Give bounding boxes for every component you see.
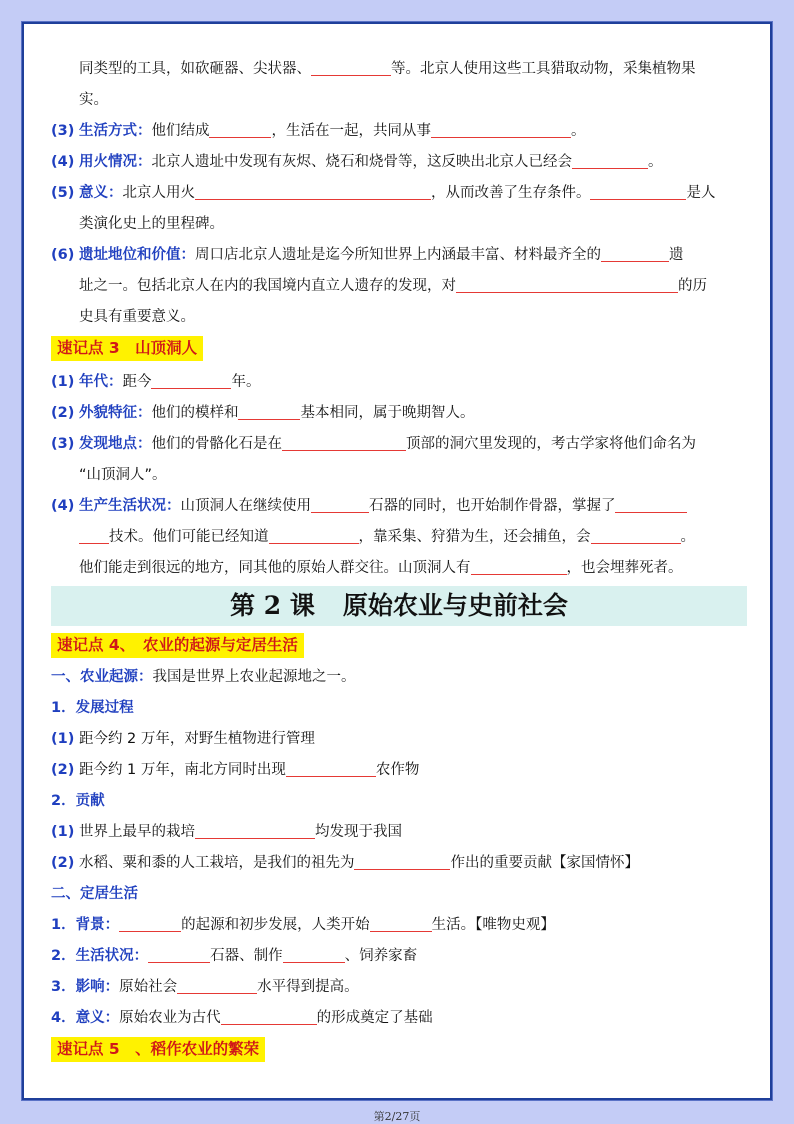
text: 北京人遗址中发现有灰烬、烧石和烧骨等，这反映出北京人已经会 [151, 154, 572, 170]
subheading [51, 693, 747, 724]
text: 作出的重要贡献【家国情怀】 [450, 855, 639, 871]
text: 等。北京人使用这些工具猎取动物，采集植物果 [391, 61, 696, 77]
item-label: 1．背景： [51, 917, 120, 933]
text: ，也会埋葬死者。 [566, 560, 683, 576]
text-line [51, 54, 747, 85]
text: 的起源和初步发展，人类开始 [181, 917, 370, 933]
list-item [51, 755, 747, 786]
tag-row [51, 630, 747, 662]
item-number: (4) [51, 154, 75, 170]
item-label: 发现地点： [78, 436, 152, 452]
text: 遗 [668, 247, 684, 263]
item-label: 3．影响： [51, 979, 120, 995]
page-number: 第2/27页 [373, 1110, 421, 1123]
fill-blank[interactable] [195, 822, 315, 839]
fill-blank[interactable] [209, 121, 271, 138]
fill-blank[interactable] [311, 59, 391, 76]
text-line [51, 85, 747, 116]
lesson-number: 第 2 课 [230, 591, 315, 620]
fill-blank[interactable] [590, 183, 686, 200]
fill-blank[interactable] [283, 946, 345, 963]
text-line [51, 522, 747, 553]
text: 距今约 2 万年，对野生植物进行管理 [78, 731, 315, 747]
text-line [51, 553, 747, 584]
fill-blank[interactable] [177, 977, 257, 994]
item-significance [51, 178, 747, 209]
heading-agri-origin [51, 662, 747, 693]
text: 北京人用火 [122, 185, 195, 201]
text: 农作物 [375, 762, 420, 778]
text: 是人 [686, 185, 716, 201]
text: 石器、制作 [210, 948, 283, 964]
fill-blank[interactable] [615, 496, 687, 513]
text: 顶部的洞穴里发现的，考古学家将他们命名为 [405, 436, 696, 452]
fill-blank[interactable] [311, 496, 369, 513]
text: 原始社会 [119, 979, 178, 995]
text: 类演化史上的里程碑。 [79, 216, 224, 232]
item-fire-use [51, 147, 747, 178]
fill-blank[interactable] [354, 853, 450, 870]
text: 。 [647, 154, 663, 170]
section-tag: 速记点 3 山顶洞人 [51, 336, 203, 361]
text: ，靠采集、狩猎为生，还会捕鱼，会 [358, 529, 591, 545]
text: 年。 [231, 374, 261, 390]
fill-blank[interactable] [572, 152, 648, 169]
lesson-name: 原始农业与史前社会 [342, 591, 568, 620]
item-living-style [51, 116, 747, 147]
fill-blank[interactable] [221, 1008, 317, 1025]
text: 他们能走到很远的地方，同其他的原始人群交往。山顶洞人有 [79, 560, 471, 576]
heading-label: 一、农业起源： [51, 669, 153, 685]
text: 基本相同，属于晚期智人。 [300, 405, 475, 421]
item-number: (1) [51, 731, 75, 747]
item-label: 年代： [78, 374, 123, 390]
fill-blank[interactable] [79, 527, 109, 544]
fill-blank[interactable] [148, 946, 210, 963]
text: 址之一。包括北京人在内的我国境内直立人遗存的发现，对 [79, 278, 456, 294]
tag-row [51, 1034, 747, 1066]
text: 他们的模样和 [151, 405, 239, 421]
heading-label: 二、定居生活 [51, 886, 138, 902]
item-label: 外貌特征： [78, 405, 152, 421]
text: 山顶洞人在继续使用 [180, 498, 311, 514]
text: 他们结成 [151, 123, 210, 139]
document-page [22, 22, 772, 1123]
item-label: 意义： [78, 185, 123, 201]
text-line [51, 271, 747, 302]
fill-blank[interactable] [282, 434, 406, 451]
text: 。 [680, 529, 695, 545]
heading-settled-life [51, 879, 747, 910]
text: 生活。【唯物史观】 [431, 917, 555, 933]
fill-blank[interactable] [238, 403, 300, 420]
item-number: (6) [51, 247, 75, 263]
item-label: 4．意义： [51, 1010, 120, 1026]
fill-blank[interactable] [119, 915, 181, 932]
item-label: 2．生活状况： [51, 948, 149, 964]
text: 史具有重要意义。 [79, 309, 195, 325]
text: 均发现于我国 [314, 824, 402, 840]
item-location [51, 429, 747, 460]
item-age [51, 367, 747, 398]
subheading [51, 786, 747, 817]
item-production-life [51, 491, 747, 522]
fill-blank[interactable] [591, 527, 681, 544]
text: 原始农业为古代 [119, 1010, 221, 1026]
fill-blank[interactable] [269, 527, 359, 544]
item-number: (2) [51, 855, 75, 871]
item-appearance [51, 398, 747, 429]
text: 世界上最早的栽培 [78, 824, 195, 840]
item-number: (5) [51, 185, 75, 201]
item-label: 生活方式： [78, 123, 152, 139]
fill-blank[interactable] [601, 245, 669, 262]
text: 距今约 1 万年，南北方同时出现 [78, 762, 286, 778]
item-number: (4) [51, 498, 75, 514]
lesson-title [51, 586, 747, 626]
list-item [51, 941, 747, 972]
item-label: 遗址地位和价值： [78, 247, 195, 263]
fill-blank[interactable] [431, 121, 571, 138]
document-content [51, 54, 747, 1066]
text-line [51, 302, 747, 333]
subheading-label: 2．贡献 [51, 793, 105, 809]
text: 。 [570, 123, 586, 139]
list-item [51, 817, 747, 848]
text: “山顶洞人”。 [79, 467, 167, 483]
item-number: (2) [51, 405, 75, 421]
text: 水稻、粟和黍的人工栽培，是我们的祖先为 [78, 855, 355, 871]
fill-blank[interactable] [471, 558, 567, 575]
fill-blank[interactable] [286, 760, 376, 777]
text: 我国是世界上农业起源地之一。 [152, 669, 356, 685]
text: 水平得到提高。 [257, 979, 359, 995]
fill-blank[interactable] [151, 372, 231, 389]
list-item [51, 1003, 747, 1034]
text: 的历 [678, 278, 707, 294]
section-tag: 速记点 4、 农业的起源与定居生活 [51, 633, 304, 658]
item-number: (2) [51, 762, 75, 778]
list-item [51, 724, 747, 755]
fill-blank[interactable] [370, 915, 432, 932]
text: 、饲养家畜 [344, 948, 418, 964]
fill-blank[interactable] [195, 183, 431, 200]
item-label: 生产生活状况： [78, 498, 181, 514]
list-item [51, 910, 747, 941]
text: 实。 [79, 92, 108, 108]
text: 周口店北京人遗址是迄今所知世界上内涵最丰富、材料最齐全的 [194, 247, 601, 263]
text: ，从而改善了生存条件。 [430, 185, 591, 201]
text: 距今 [122, 374, 152, 390]
text-line [51, 460, 747, 491]
text: ，生活在一起，共同从事 [271, 123, 431, 139]
list-item [51, 848, 747, 879]
text-line [51, 209, 747, 240]
text: 同类型的工具，如砍砸器、尖状器、 [79, 61, 311, 77]
item-number: (3) [51, 123, 75, 139]
section-tag: 速记点 5 、稻作农业的繁荣 [51, 1037, 265, 1062]
item-number: (1) [51, 374, 75, 390]
tag-row [51, 333, 747, 367]
subheading-label: 1．发展过程 [51, 700, 134, 716]
text: 他们的骨骼化石是在 [151, 436, 282, 452]
text: 的形成奠定了基础 [316, 1010, 433, 1026]
text: 技术。他们可能已经知道 [109, 529, 269, 545]
item-number: (3) [51, 436, 75, 452]
list-item [51, 972, 747, 1003]
item-number: (1) [51, 824, 75, 840]
fill-blank[interactable] [456, 276, 678, 293]
item-label: 用火情况： [78, 154, 152, 170]
text: 石器的同时，也开始制作骨器，掌握了 [368, 498, 616, 514]
item-site-value [51, 240, 747, 271]
